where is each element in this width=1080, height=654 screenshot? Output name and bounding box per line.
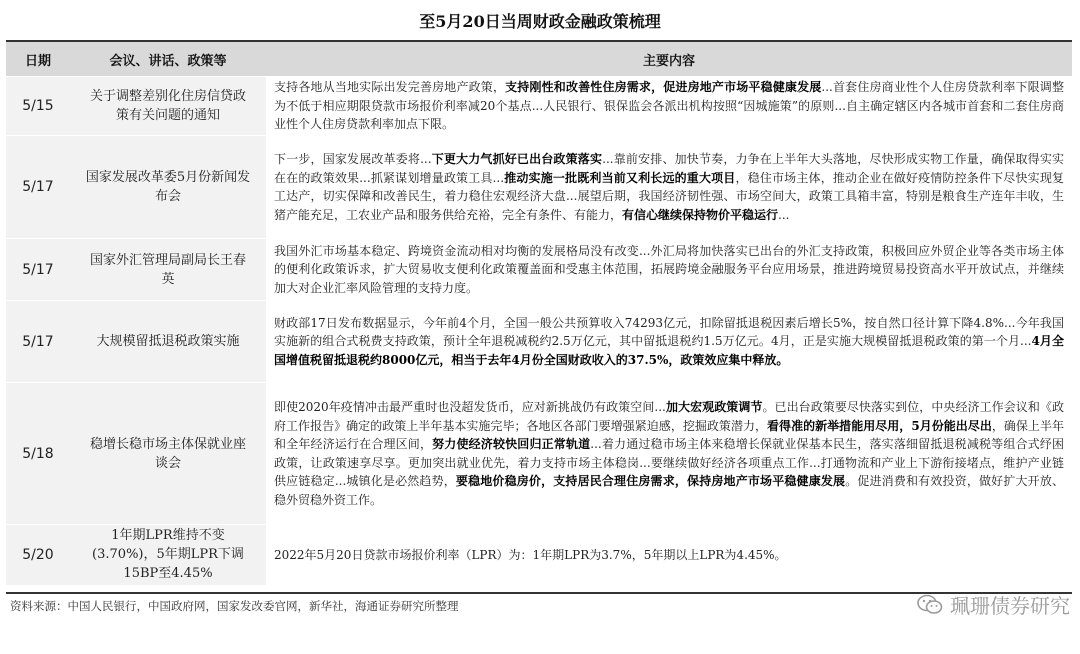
wechat-icon [916, 593, 944, 617]
content-emphasis: 努力使经济较快回归正常轨道 [432, 437, 591, 451]
content-emphasis: 下更大力气抓好已出台政策落实 [431, 152, 603, 166]
row-topic: 稳增长稳市场主体保就业座谈会 [70, 383, 266, 525]
row-date: 5/17 [6, 301, 70, 383]
content-text: 支持各地从当地实际出发完善房地产政策， [274, 80, 506, 95]
table-row [6, 525, 1072, 585]
row-topic: 关于调整差别化住房信贷政策有关问题的通知 [70, 77, 266, 136]
table-row [6, 77, 1072, 136]
row-date: 5/18 [6, 383, 70, 525]
content-emphasis: 加大宏观政策调节 [665, 400, 763, 414]
content-emphasis: 有信心继续保持物价平稳运行 [622, 207, 779, 222]
row-date: 5/17 [6, 239, 70, 301]
content-text: 即使2020年疫情冲击最严重时也没超发货币，应对新挑战仍有政策空间... [274, 400, 666, 414]
row-content [266, 77, 1072, 136]
row-content [266, 383, 1072, 525]
content-text: ...靠前安排、加快节奏，力争在上半年大头落地，尽快形成实物工作量，确保取得实实在在的政策效果...抓紧谋划增量政策工具... [274, 152, 1064, 185]
header-topic: 会议、讲话、政策等 [70, 42, 266, 77]
row-content [266, 525, 1072, 585]
bottom-rule [6, 592, 1072, 594]
source-note: 资料来源：中国人民银行，中国政府网，国家发改委官网，新华社，海通证券研究所整理 [10, 599, 459, 613]
row-content [266, 239, 1072, 301]
table-row [6, 383, 1072, 525]
content-text: 。已出台政策要尽快落实到位，中央经济工作会议和《政府工作报告》确定的政策上半年基本实施完毕；各地区各部门要增强紧迫感，挖掘政策潜力， [274, 400, 1064, 433]
table-title: 至5月20日当周财政金融政策梳理 [419, 11, 661, 31]
row-date: 5/17 [6, 136, 70, 239]
content-emphasis: 推动实施一批既利当前又利长远的重大项目 [504, 170, 736, 185]
content-emphasis: 支持刚性和改善性住房需求，促进房地产市场平稳健康发展 [505, 80, 822, 95]
watermark [916, 590, 1070, 619]
content-text: ...着力通过稳市场主体来稳增长保就业保基本民生，落实落细留抵退税减税等组合式纾困政策，让政策速享尽享。更加突出就业优先，着力支持市场主体稳岗...要继续做好经济各项重点工作...打通物流和产业上下游衔接堵点，维护产业链供应链稳定...城镇化是必然趋势， [274, 437, 1064, 488]
header-row [6, 42, 1072, 77]
header-date: 日期 [6, 42, 70, 77]
row-topic: 大规模留抵退税政策实施 [70, 301, 266, 383]
content-text: ...首套住房商业性个人住房贷款利率下限调整为不低于相应期限贷款市场报价利率减20个基点...人民银行、银保监会各派出机构按照“因城施策”的原则...自主确定辖区内各城市首套和二套住房商业性个人住房贷款利率加点下限。 [274, 80, 1064, 132]
row-topic: 国家发展改革委5月份新闻发布会 [70, 136, 266, 239]
policy-table [6, 42, 1072, 585]
content-text: 财政部17日发布数据显示，今年前4个月，全国一般公共预算收入74293亿元，扣除留抵退税因素后增长5%，按自然口径计算下降4.8%...今年我国实施新的组合式税费支持政策，预计全年退税减税约2.5万亿元，其中留抵退税约1.5万亿元。4月，正是实施大规模留抵退税政策的第一个月... [274, 315, 1064, 349]
content-text: ... [778, 207, 790, 222]
row-date: 5/20 [6, 525, 70, 585]
table-row [6, 239, 1072, 301]
content-emphasis: 看得准的新举措能用尽用，5月份能出尽出 [767, 418, 992, 433]
row-date: 5/15 [6, 77, 70, 136]
content-text: 2022年5月20日贷款市场报价利率（LPR）为：1年期LPR为3.7%，5年期以上LPR为4.45%。 [274, 547, 787, 562]
content-text: ，确保上半年和全年经济运行在合理区间， [274, 418, 1064, 451]
watermark-text: 珮珊债券研究 [950, 594, 1070, 618]
table-row [6, 301, 1072, 383]
row-topic: 国家外汇管理局副局长王春英 [70, 239, 266, 301]
content-text: 我国外汇市场基本稳定、跨境资金流动相对均衡的发展格局没有改变...外汇局将加快落实已出台的外汇支持政策，积极回应外贸企业等各类市场主体的便利化政策诉求，扩大贸易收支便利化政策覆盖面和受惠主体范围，拓展跨境金融服务平台应用场景，推进跨境贸易投资高水平开放试点，并继续加大对企业汇率风险管理的支持力度。 [274, 243, 1064, 295]
row-topic: 1年期LPR维持不变(3.70%)，5年期LPR下调15BP至4.45% [70, 525, 266, 585]
content-emphasis: 4月全国增值税留抵退税约8000亿元，相当于去年4月份全国财政收入的37.5%，政策效应集中释放。 [274, 334, 1064, 367]
row-content [266, 136, 1072, 239]
content-text: ，稳住市场主体，推动企业在做好疫情防控条件下尽快实现复工达产，切实保障和改善民生，着力稳住宏观经济大盘...展望后期，我国经济韧性强、市场空间大，政策工具箱丰富，特别是粮食生产连年丰收，生猪产能充足，工农业产品和服务供给充裕，完全有条件、有能力， [274, 170, 1064, 222]
row-content [266, 301, 1072, 383]
content-emphasis: 要稳地价稳房价，支持居民合理住房需求，保持房地产市场平稳健康发展 [455, 474, 846, 488]
header-content: 主要内容 [266, 42, 1072, 77]
content-text: 下一步，国家发展改革委将... [274, 152, 432, 166]
table-row [6, 136, 1072, 239]
content-text: 。促进消费和有效投资，做好扩大开放、稳外贸稳外资工作。 [274, 474, 1064, 507]
